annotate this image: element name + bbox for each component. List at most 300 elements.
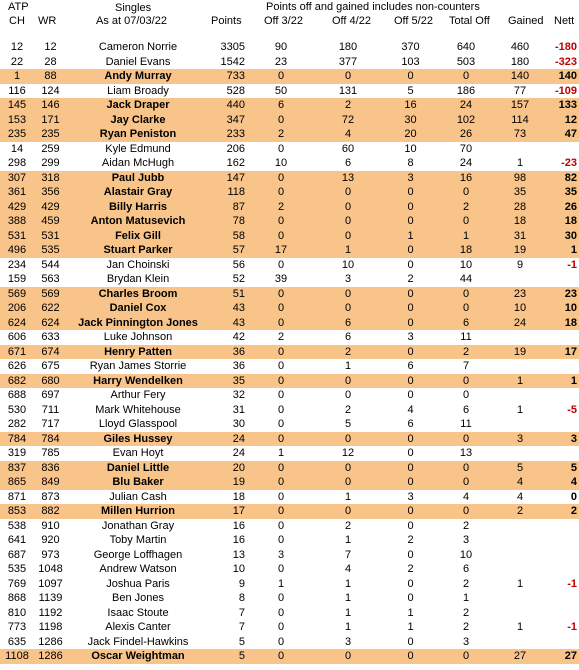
cell-off-3-22: 0 xyxy=(247,316,315,331)
cell-off-3-22: 39 xyxy=(274,273,288,285)
cell-gained xyxy=(492,272,548,287)
cell-total-off: 10 xyxy=(459,548,473,561)
cell-gained: 157 xyxy=(492,98,548,113)
cell-gained: 9 xyxy=(516,258,524,271)
table-row xyxy=(0,229,579,244)
cell-off-4-22: 1 xyxy=(344,592,352,604)
cell-off-3-22: 0 xyxy=(247,171,315,186)
cell-off-5-22: 0 xyxy=(381,475,440,490)
cell-nett: 35 xyxy=(548,185,579,200)
cell-nett xyxy=(548,562,579,577)
table-row xyxy=(0,562,579,577)
cell-total-off: 102 xyxy=(440,113,492,128)
cell-rank-wr: 1097 xyxy=(38,577,63,590)
cell-off-4-22: 0 xyxy=(315,649,381,664)
table-row xyxy=(0,432,579,447)
cell-off-3-22: 0 xyxy=(277,389,285,401)
header-off-5-22: Off 5/22 xyxy=(394,15,433,27)
cell-off-5-22: 0 xyxy=(381,461,440,476)
cell-player: Giles Hussey xyxy=(67,432,209,447)
cell-rank-ch: 687 xyxy=(7,548,27,561)
cell-gained: 19 xyxy=(492,345,548,360)
cell-total-off: 6 xyxy=(462,403,470,416)
cell-nett xyxy=(548,446,579,461)
cell-points: 24 xyxy=(232,447,245,459)
cell-off-4-22: 0 xyxy=(315,475,381,490)
cell-off-3-22: 10 xyxy=(274,157,288,169)
cell-rank-wr: 429 xyxy=(34,200,67,215)
header-as-at: As at 07/03/22 xyxy=(96,15,167,27)
table-row xyxy=(0,258,579,273)
cell-total-off: 2 xyxy=(462,577,470,590)
cell-off-4-22: 0 xyxy=(315,229,381,244)
cell-off-5-22: 1 xyxy=(381,229,440,244)
cell-total-off: 2 xyxy=(462,519,470,532)
cell-gained xyxy=(492,548,548,563)
cell-gained xyxy=(492,606,548,621)
cell-points: 18 xyxy=(232,490,245,503)
cell-off-4-22: 5 xyxy=(344,418,352,430)
cell-points: 528 xyxy=(226,84,245,97)
cell-off-4-22: 0 xyxy=(315,374,381,389)
cell-off-4-22: 0 xyxy=(344,389,352,401)
cell-total-off: 11 xyxy=(460,418,472,430)
cell-nett: 133 xyxy=(548,98,579,113)
cell-rank-wr: 849 xyxy=(34,475,67,490)
table-row xyxy=(0,548,579,563)
cell-total-off: 11 xyxy=(460,331,472,343)
cell-total-off: 24 xyxy=(440,98,492,113)
cell-total-off: 1 xyxy=(440,229,492,244)
cell-rank-wr: 680 xyxy=(34,374,67,389)
cell-gained: 1 xyxy=(516,621,524,633)
cell-total-off: 16 xyxy=(440,171,492,186)
cell-nett xyxy=(548,359,579,374)
cell-player: Paul Jubb xyxy=(67,171,209,186)
cell-off-4-22: 12 xyxy=(341,447,355,459)
cell-nett: 23 xyxy=(548,287,579,302)
cell-total-off: 1 xyxy=(462,592,470,604)
cell-player: Aidan McHugh xyxy=(101,157,175,169)
cell-off-5-22: 8 xyxy=(407,157,414,169)
cell-nett xyxy=(548,591,579,606)
table-row xyxy=(0,359,579,374)
cell-off-5-22: 0 xyxy=(407,519,414,532)
cell-player: Charles Broom xyxy=(67,287,209,302)
cell-nett: 1 xyxy=(548,374,579,389)
table-row xyxy=(0,113,579,128)
cell-rank-ch: 624 xyxy=(0,316,34,331)
cell-off-4-22: 2 xyxy=(344,403,352,416)
cell-gained: 77 xyxy=(513,84,527,97)
cell-player: Lloyd Glasspool xyxy=(98,418,178,430)
cell-points: 57 xyxy=(209,243,247,258)
cell-nett: 3 xyxy=(548,432,579,447)
cell-rank-wr: 675 xyxy=(41,360,60,372)
cell-nett xyxy=(548,606,579,621)
cell-points: 3305 xyxy=(220,41,245,53)
cell-off-5-22: 6 xyxy=(407,418,414,430)
cell-nett: -1 xyxy=(567,258,577,271)
header-off-4-22: Off 4/22 xyxy=(332,15,371,27)
cell-gained: 24 xyxy=(492,316,548,331)
table-row xyxy=(0,214,579,229)
cell-off-3-22: 0 xyxy=(277,563,285,575)
cell-gained: 27 xyxy=(492,649,548,664)
cell-gained: 98 xyxy=(492,171,548,186)
table-row xyxy=(0,591,579,606)
cell-off-3-22: 3 xyxy=(277,548,285,561)
cell-off-3-22: 0 xyxy=(247,69,315,84)
cell-rank-ch: 868 xyxy=(7,592,27,604)
cell-points: 7 xyxy=(238,606,245,619)
table-row xyxy=(0,243,579,258)
cell-rank-wr: 531 xyxy=(34,229,67,244)
cell-gained: 1 xyxy=(516,577,524,590)
header-atp: ATP xyxy=(8,1,29,13)
cell-total-off: 18 xyxy=(440,243,492,258)
cell-total-off: 503 xyxy=(456,55,476,68)
cell-points: 52 xyxy=(232,273,245,285)
cell-rank-wr: 171 xyxy=(34,113,67,128)
cell-off-4-22: 377 xyxy=(338,55,358,68)
cell-rank-wr: 920 xyxy=(41,534,60,546)
table-row xyxy=(0,461,579,476)
cell-nett: -1 xyxy=(567,577,577,590)
cell-off-5-22: 0 xyxy=(381,432,440,447)
cell-total-off: 0 xyxy=(440,287,492,302)
cell-points: 36 xyxy=(209,345,247,360)
cell-off-5-22: 0 xyxy=(407,447,414,459)
cell-nett xyxy=(548,417,579,432)
cell-off-5-22: 0 xyxy=(381,287,440,302)
cell-points: 233 xyxy=(209,127,247,142)
cell-rank-wr: 711 xyxy=(41,403,60,416)
cell-nett: -5 xyxy=(567,403,577,416)
cell-gained: 114 xyxy=(492,113,548,128)
cell-rank-ch: 682 xyxy=(0,374,34,389)
cell-off-5-22: 0 xyxy=(407,577,414,590)
cell-off-4-22: 0 xyxy=(315,461,381,476)
cell-rank-ch: 319 xyxy=(7,447,27,459)
cell-rank-ch: 12 xyxy=(10,41,24,53)
cell-gained xyxy=(492,330,548,345)
table-row xyxy=(0,403,579,418)
cell-off-4-22: 1 xyxy=(344,621,352,633)
cell-player: Alexis Canter xyxy=(105,621,171,633)
cell-off-3-22: 50 xyxy=(274,84,288,97)
cell-player: Jack Findel-Hawkins xyxy=(87,635,189,648)
cell-rank-ch: 871 xyxy=(7,490,27,503)
cell-nett: 10 xyxy=(548,301,579,316)
cell-total-off: 2 xyxy=(440,345,492,360)
cell-off-5-22: 103 xyxy=(401,55,420,68)
cell-off-3-22: 0 xyxy=(277,621,285,633)
cell-rank-wr: 717 xyxy=(41,418,60,430)
cell-off-3-22: 0 xyxy=(247,504,315,519)
cell-rank-ch: 1 xyxy=(0,69,34,84)
cell-rank-wr: 1286 xyxy=(34,649,67,664)
cell-off-4-22: 0 xyxy=(315,200,381,215)
cell-rank-ch: 496 xyxy=(0,243,34,258)
cell-off-5-22: 0 xyxy=(381,214,440,229)
cell-off-3-22: 0 xyxy=(247,374,315,389)
cell-off-4-22: 6 xyxy=(344,331,352,343)
cell-points: 19 xyxy=(209,475,247,490)
cell-gained: 4 xyxy=(516,490,524,503)
cell-player: Jack Draper xyxy=(67,98,209,113)
cell-nett xyxy=(548,330,579,345)
cell-gained: 140 xyxy=(492,69,548,84)
cell-points: 733 xyxy=(209,69,247,84)
cell-player: Jay Clarke xyxy=(67,113,209,128)
cell-off-3-22: 2 xyxy=(247,200,315,215)
cell-off-4-22: 7 xyxy=(344,548,352,561)
cell-off-5-22: 3 xyxy=(407,331,414,343)
cell-rank-wr: 535 xyxy=(34,243,67,258)
cell-off-4-22: 2 xyxy=(344,519,352,532)
cell-nett xyxy=(548,142,579,157)
cell-nett: 4 xyxy=(548,475,579,490)
header-singles: Singles xyxy=(115,2,152,14)
cell-total-off: 2 xyxy=(462,606,470,619)
cell-rank-ch: 388 xyxy=(0,214,34,229)
cell-off-3-22: 0 xyxy=(277,418,285,430)
cell-off-3-22: 1 xyxy=(277,447,285,459)
table-row xyxy=(0,533,579,548)
cell-points: 5 xyxy=(238,635,245,648)
table-row xyxy=(0,127,579,142)
cell-off-3-22: 0 xyxy=(247,301,315,316)
cell-player: Arthur Fery xyxy=(110,389,166,401)
cell-player: Blu Baker xyxy=(67,475,209,490)
cell-off-4-22: 60 xyxy=(341,142,355,155)
cell-gained xyxy=(492,359,548,374)
cell-points: 56 xyxy=(232,258,245,271)
cell-total-off: 0 xyxy=(440,69,492,84)
cell-total-off: 10 xyxy=(459,258,473,271)
cell-off-3-22: 2 xyxy=(247,127,315,142)
cell-nett xyxy=(548,519,579,534)
cell-off-3-22: 0 xyxy=(277,360,285,372)
table-row xyxy=(0,301,579,316)
cell-gained: 10 xyxy=(492,301,548,316)
cell-off-5-22: 2 xyxy=(407,563,414,575)
cell-player: Jan Choinski xyxy=(106,258,170,271)
table-row xyxy=(0,316,579,331)
table-row xyxy=(0,475,579,490)
cell-off-3-22: 0 xyxy=(277,258,285,271)
cell-off-3-22: 90 xyxy=(274,41,288,53)
cell-off-4-22: 1 xyxy=(344,534,352,546)
cell-off-5-22: 0 xyxy=(407,548,414,561)
cell-rank-ch: 773 xyxy=(7,621,27,633)
cell-off-3-22: 2 xyxy=(277,331,285,343)
cell-off-4-22: 72 xyxy=(315,113,381,128)
cell-total-off: 6 xyxy=(440,316,492,331)
cell-player: Luke Johnson xyxy=(103,331,173,343)
cell-points: 5 xyxy=(209,649,247,664)
cell-off-5-22: 0 xyxy=(381,649,440,664)
cell-points: 58 xyxy=(209,229,247,244)
cell-rank-wr: 88 xyxy=(34,69,67,84)
cell-player: Stuart Parker xyxy=(67,243,209,258)
cell-rank-wr: 624 xyxy=(34,316,67,331)
cell-rank-ch: 234 xyxy=(7,258,27,271)
cell-total-off: 26 xyxy=(440,127,492,142)
cell-off-5-22: 2 xyxy=(407,534,414,546)
cell-player: Ryan Peniston xyxy=(67,127,209,142)
cell-player: Andy Murray xyxy=(67,69,209,84)
cell-off-5-22: 0 xyxy=(381,200,440,215)
cell-points: 118 xyxy=(209,185,247,200)
cell-off-5-22: 0 xyxy=(407,635,414,648)
cell-player: Daniel Little xyxy=(67,461,209,476)
cell-player: Cameron Norrie xyxy=(98,41,178,53)
cell-total-off: 0 xyxy=(440,475,492,490)
cell-rank-wr: 356 xyxy=(34,185,67,200)
cell-gained xyxy=(492,417,548,432)
cell-rank-wr: 1286 xyxy=(38,635,63,648)
cell-player: Julian Cash xyxy=(109,490,167,503)
cell-gained xyxy=(492,562,548,577)
cell-off-5-22: 0 xyxy=(407,258,414,271)
cell-rank-ch: 307 xyxy=(0,171,34,186)
cell-rank-ch: 606 xyxy=(7,331,27,343)
table-row xyxy=(0,69,579,84)
cell-off-3-22: 0 xyxy=(247,432,315,447)
cell-rank-wr: 12 xyxy=(44,41,57,53)
cell-points: 31 xyxy=(232,403,245,416)
cell-nett: 17 xyxy=(548,345,579,360)
cell-total-off: 186 xyxy=(456,84,476,97)
table-row xyxy=(0,345,579,360)
cell-rank-wr: 299 xyxy=(41,157,60,169)
cell-off-5-22: 0 xyxy=(381,316,440,331)
cell-points: 8 xyxy=(238,592,245,604)
cell-rank-ch: 769 xyxy=(7,577,27,590)
cell-points: 78 xyxy=(209,214,247,229)
table-row xyxy=(0,606,579,621)
cell-points: 10 xyxy=(232,563,245,575)
cell-off-3-22: 0 xyxy=(247,345,315,360)
cell-rank-wr: 1198 xyxy=(38,621,63,633)
cell-rank-wr: 235 xyxy=(34,127,67,142)
cell-points: 1542 xyxy=(220,55,245,68)
cell-rank-wr: 784 xyxy=(34,432,67,447)
cell-total-off: 3 xyxy=(462,635,470,648)
cell-off-5-22: 5 xyxy=(407,84,414,97)
cell-rank-ch: 671 xyxy=(0,345,34,360)
cell-points: 42 xyxy=(232,331,245,343)
cell-off-3-22: 23 xyxy=(274,55,288,68)
cell-player: Billy Harris xyxy=(67,200,209,215)
cell-gained: 28 xyxy=(492,200,548,215)
cell-rank-wr: 785 xyxy=(41,447,60,459)
cell-points: 7 xyxy=(238,621,245,633)
table-row xyxy=(0,142,579,157)
table-row xyxy=(0,185,579,200)
cell-player: Millen Hurrion xyxy=(67,504,209,519)
cell-total-off: 6 xyxy=(462,563,470,575)
cell-points: 16 xyxy=(232,534,245,546)
cell-rank-ch: 688 xyxy=(7,389,27,401)
cell-points: 43 xyxy=(209,301,247,316)
cell-rank-ch: 282 xyxy=(7,418,27,430)
cell-off-4-22: 180 xyxy=(338,41,358,53)
cell-rank-wr: 882 xyxy=(34,504,67,519)
cell-gained xyxy=(492,635,548,650)
table-row xyxy=(0,156,579,171)
cell-rank-ch: 784 xyxy=(0,432,34,447)
cell-rank-ch: 810 xyxy=(7,606,27,619)
cell-off-5-22: 1 xyxy=(407,606,414,619)
cell-off-4-22: 0 xyxy=(315,504,381,519)
cell-off-4-22: 3 xyxy=(344,635,352,648)
cell-off-5-22: 1 xyxy=(407,621,414,633)
cell-gained: 1 xyxy=(492,374,548,389)
cell-total-off: 13 xyxy=(459,447,473,459)
cell-points: 162 xyxy=(226,157,245,169)
cell-off-4-22: 0 xyxy=(315,185,381,200)
cell-off-4-22: 1 xyxy=(344,490,352,503)
cell-off-5-22: 3 xyxy=(407,490,414,503)
cell-player: Brydan Klein xyxy=(106,273,170,285)
cell-player: Mark Whitehouse xyxy=(95,403,181,416)
cell-total-off: 0 xyxy=(440,504,492,519)
cell-rank-wr: 259 xyxy=(41,142,60,155)
cell-off-3-22: 0 xyxy=(277,635,285,648)
cell-player: Ben Jones xyxy=(112,592,164,604)
cell-rank-wr: 563 xyxy=(41,273,60,285)
cell-off-4-22: 1 xyxy=(344,360,352,372)
header-banner: Points off and gained includes non-counters xyxy=(266,1,480,13)
cell-points: 16 xyxy=(232,519,245,532)
cell-rank-wr: 318 xyxy=(34,171,67,186)
table-row xyxy=(0,519,579,534)
cell-off-5-22: 0 xyxy=(407,592,414,604)
cell-nett: 18 xyxy=(548,316,579,331)
header-wr: WR xyxy=(38,15,57,27)
cell-rank-ch: 641 xyxy=(7,534,27,546)
cell-rank-wr: 146 xyxy=(34,98,67,113)
cell-gained xyxy=(492,142,548,157)
table-row xyxy=(0,330,579,345)
header-total-off: Total Off xyxy=(449,15,490,27)
cell-off-4-22: 3 xyxy=(344,273,352,285)
cell-points: 13 xyxy=(232,548,245,561)
cell-off-5-22: 0 xyxy=(407,389,414,401)
cell-off-5-22: 0 xyxy=(381,69,440,84)
cell-nett xyxy=(548,272,579,287)
cell-off-5-22: 4 xyxy=(407,403,414,416)
cell-player: Daniel Evans xyxy=(105,55,171,68)
cell-off-5-22: 2 xyxy=(407,273,414,285)
cell-player: Alastair Gray xyxy=(67,185,209,200)
cell-total-off: 44 xyxy=(459,273,473,285)
cell-nett: 27 xyxy=(548,649,579,664)
cell-gained xyxy=(492,446,548,461)
cell-off-4-22: 4 xyxy=(344,563,352,575)
table-row xyxy=(0,272,579,287)
cell-nett xyxy=(548,388,579,403)
cell-rank-ch: 535 xyxy=(7,563,27,575)
cell-rank-ch: 116 xyxy=(8,84,26,97)
cell-nett: 140 xyxy=(548,69,579,84)
cell-nett: -323 xyxy=(554,55,577,68)
table-row xyxy=(0,417,579,432)
table-row xyxy=(0,635,579,650)
